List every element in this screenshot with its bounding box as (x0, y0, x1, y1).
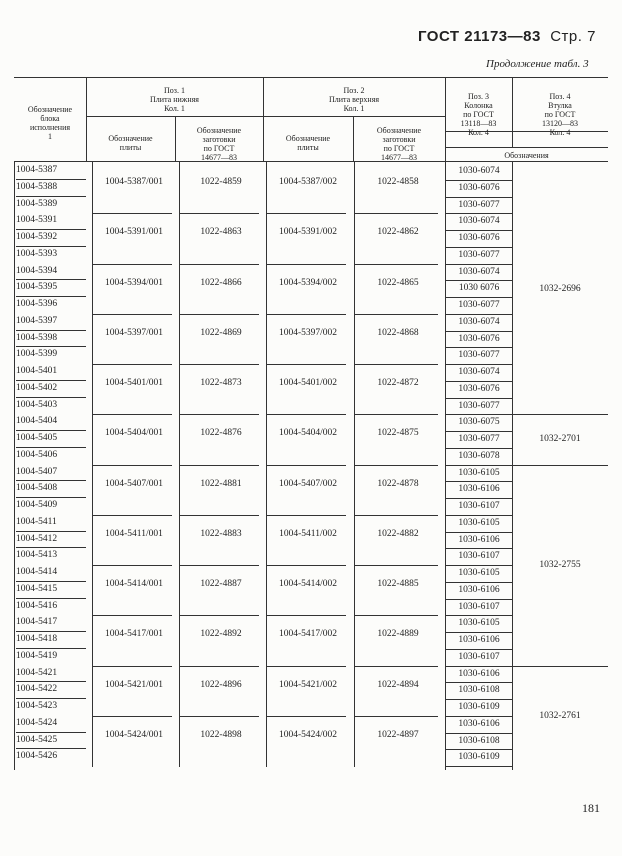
row-underline (16, 497, 86, 498)
block-row (16, 533, 86, 550)
upper-plate-designation: 1004-5391/002 (278, 227, 338, 238)
pos2-plate-header: Обозначение плиты (285, 134, 331, 152)
guide-post-designation: 1030-6105 (458, 517, 500, 528)
guide-post-rule (446, 280, 512, 281)
guide-post-designation: 1030-6109 (458, 752, 500, 763)
block-row (16, 332, 86, 349)
block-row (16, 248, 86, 265)
guide-post-rule (446, 314, 512, 315)
upper-plate-designation: 1004-5421/002 (278, 679, 338, 690)
guide-post-designation: 1030-6077 (458, 249, 500, 260)
guide-post-designation: 1030-6106 (458, 635, 500, 645)
upper-plate-blank: 1022-4862 (377, 227, 419, 238)
guide-post-designation: 1030-6074 (458, 166, 500, 176)
group-rule (354, 515, 438, 516)
guide-post-rule (446, 666, 512, 667)
row-underline (16, 480, 86, 481)
upper-plate-blank: 1022-4878 (377, 478, 419, 489)
group-rule (354, 666, 438, 667)
guide-post-designation: 1030-6074 (458, 316, 500, 327)
designations-header: Обозначения (504, 151, 549, 160)
block-designation: 1004-5398 (16, 332, 58, 343)
upper-plate-blank: 1022-4868 (377, 327, 419, 338)
upper-plate-designation: 1004-5404/002 (278, 428, 338, 439)
block-designation: 1004-5407 (16, 466, 58, 477)
upper-plate-blank: 1022-4894 (377, 679, 419, 690)
page-number: 181 (582, 801, 600, 815)
row-underline (16, 581, 86, 582)
group-rule (179, 565, 259, 566)
upper-plate-designation: 1004-5417/002 (278, 629, 338, 640)
block-designation: 1004-5417 (16, 617, 58, 628)
guide-post-designation: 1030-6076 (458, 182, 500, 193)
guide-post-rule (446, 213, 512, 214)
group-rule (354, 264, 438, 265)
block-row (16, 231, 86, 248)
guide-post-rule (446, 347, 512, 348)
pos2-header: Поз. 2 Плита верхняя Кол. 1 (328, 86, 380, 113)
bushing-designation: 1032-2755 (539, 560, 581, 570)
guide-post-rule (446, 431, 512, 432)
group-rule (266, 314, 346, 315)
row-underline (16, 698, 86, 699)
lower-plate-designation: 1004-5387/001 (104, 177, 164, 188)
block-designation: 1004-5415 (16, 583, 58, 594)
row-underline (16, 397, 86, 398)
guide-post-designation: 1030-6108 (458, 735, 500, 746)
pos2-blank-header: Обозначение заготовки по ГОСТ 14677—83 (376, 126, 422, 162)
guide-post-designation: 1030-6106 (458, 668, 500, 679)
group-rule (92, 666, 172, 667)
lower-plate-designation: 1004-5407/001 (104, 478, 164, 489)
block-row (16, 382, 86, 399)
block-designation: 1004-5388 (16, 181, 58, 192)
block-designation: 1004-5404 (16, 416, 58, 427)
block-row (16, 616, 86, 633)
group-rule (179, 264, 259, 265)
block-row (16, 549, 86, 566)
lower-plate-blank: 1022-4892 (200, 629, 242, 640)
lower-plate-blank: 1022-4883 (200, 528, 242, 539)
block-designation: 1004-5395 (16, 282, 58, 293)
lower-plate-blank: 1022-4896 (200, 679, 242, 690)
upper-plate-blank: 1022-4858 (377, 177, 419, 188)
row-underline (16, 732, 86, 733)
block-row (16, 164, 86, 181)
upper-plate-designation: 1004-5411/002 (279, 528, 337, 539)
group-rule (179, 414, 259, 415)
block-designation: 1004-5414 (16, 567, 58, 577)
group-rule (266, 364, 346, 365)
block-row (16, 449, 86, 466)
guide-post-rule (446, 465, 512, 466)
upper-plate-blank: 1022-4865 (377, 277, 419, 288)
block-row (16, 399, 86, 416)
group-rule (266, 213, 346, 214)
pos1-plate-header: Обозначение плиты (108, 134, 153, 152)
lower-plate-designation: 1004-5417/001 (104, 629, 164, 640)
col1-left-rule (14, 161, 15, 770)
guide-post-designation: 1030-6077 (458, 199, 500, 210)
lower-plate-designation: 1004-5411/001 (105, 528, 163, 539)
block-designation: 1004-5416 (16, 600, 58, 611)
block-row (16, 315, 86, 332)
block-designation: 1004-5405 (16, 433, 58, 443)
lower-plate-blank: 1022-4869 (200, 327, 242, 338)
block-designation: 1004-5403 (16, 399, 58, 410)
guide-post-designation: 1030-6107 (458, 601, 500, 612)
guide-post-rule (446, 632, 512, 633)
guide-post-rule (446, 448, 512, 449)
row-underline (16, 229, 86, 230)
guide-post-designation: 1030-6107 (458, 501, 500, 511)
block-row (16, 633, 86, 650)
block-designation: 1004-5389 (16, 198, 58, 209)
row-underline (16, 380, 86, 381)
guide-post-rule (446, 515, 512, 516)
guide-post-designation: 1030-6106 (458, 584, 500, 595)
row-underline (16, 430, 86, 431)
row-underline (16, 648, 86, 649)
upper-plate-designation: 1004-5394/002 (278, 277, 338, 288)
group-rule (354, 364, 438, 365)
block-designation: 1004-5406 (16, 449, 58, 460)
guide-post-designation: 1030-6105 (458, 568, 500, 578)
block-designation: 1004-5392 (16, 232, 58, 242)
block-row (16, 600, 86, 617)
guide-post-rule (446, 532, 512, 533)
block-row (16, 499, 86, 516)
header-bottom-rule (14, 161, 608, 162)
guide-post-rule (446, 599, 512, 600)
block-designation: 1004-5399 (16, 349, 58, 360)
block-row (16, 667, 86, 684)
guide-post-rule (446, 699, 512, 700)
group-rule (92, 414, 172, 415)
guide-post-rule (446, 548, 512, 549)
guide-post-designation: 1030-6077 (458, 300, 500, 310)
pos1-header: Поз. 1 Плита нижняя Кол. 1 (150, 86, 199, 113)
group-rule (266, 264, 346, 265)
group-rule (92, 716, 172, 717)
row-underline (16, 246, 86, 247)
block-row (16, 482, 86, 499)
group-rule (92, 364, 172, 365)
guide-post-designation: 1030-6076 (458, 233, 500, 243)
row-underline (16, 631, 86, 632)
block-designation-header: Обозначение блока исполнения 1 (27, 105, 73, 141)
group-rule (92, 314, 172, 315)
upper-plate-designation: 1004-5397/002 (278, 327, 338, 338)
group-rule (92, 465, 172, 466)
block-designation: 1004-5396 (16, 299, 58, 309)
upper-plate-designation: 1004-5401/002 (278, 378, 338, 389)
guide-post-rule (446, 381, 512, 382)
bushing-rule (512, 465, 608, 466)
guide-post-designation: 1030 6076 (458, 283, 500, 294)
block-designation: 1004-5419 (16, 650, 58, 661)
row-underline (16, 681, 86, 682)
guide-post-designation: 1030-6074 (458, 367, 500, 377)
guide-post-designation: 1030-6107 (458, 551, 500, 562)
guide-post-designation: 1030-6106 (458, 534, 500, 545)
guide-post-rule (446, 615, 512, 616)
group-rule (179, 364, 259, 365)
group-rule (179, 615, 259, 616)
guide-post-rule (446, 364, 512, 365)
block-designation: 1004-5402 (16, 382, 58, 393)
block-designation: 1004-5422 (16, 684, 58, 695)
block-designation: 1004-5409 (16, 500, 58, 510)
guide-post-designation: 1030-6108 (458, 685, 500, 696)
guide-post-designation: 1030-6106 (458, 484, 500, 495)
guide-post-rule (446, 749, 512, 750)
group-rule (179, 666, 259, 667)
group-rule (354, 213, 438, 214)
block-designation: 1004-5421 (16, 667, 58, 678)
guide-post-designation: 1030-6077 (458, 350, 500, 361)
upper-plate-designation: 1004-5407/002 (278, 478, 338, 489)
group-rule (179, 213, 259, 214)
group-rule (179, 716, 259, 717)
lower-plate-designation: 1004-5424/001 (104, 729, 164, 740)
block-row (16, 281, 86, 298)
lower-plate-blank: 1022-4866 (200, 277, 242, 288)
lower-plate-designation: 1004-5421/001 (104, 679, 164, 690)
block-designation: 1004-5411 (16, 516, 57, 527)
block-designation: 1004-5426 (16, 751, 58, 762)
bushing-designation: 1032-2761 (539, 710, 581, 721)
block-row (16, 432, 86, 449)
guide-post-designation: 1030-6076 (458, 333, 500, 344)
guide-post-rule (446, 297, 512, 298)
continuation-label: Продолжение табл. 3 (486, 58, 589, 70)
guide-post-rule (446, 582, 512, 583)
block-designation: 1004-5424 (16, 717, 58, 728)
guide-post-rule (446, 565, 512, 566)
block-designation: 1004-5423 (16, 701, 58, 711)
pos3-header: Поз. 3 Колонка по ГОСТ 13118—83 Кол. 4 (460, 92, 497, 137)
guide-post-designation: 1030-6076 (458, 383, 500, 394)
block-designation: 1004-5413 (16, 550, 58, 561)
block-row (16, 415, 86, 432)
row-underline (16, 447, 86, 448)
guide-post-rule (446, 230, 512, 231)
row-underline (16, 346, 86, 347)
upper-plate-blank: 1022-4872 (377, 378, 419, 389)
group-rule (266, 465, 346, 466)
upper-plate-blank: 1022-4885 (377, 579, 419, 590)
block-row (16, 365, 86, 382)
guide-post-designation: 1030-6077 (458, 400, 500, 411)
group-rule (92, 515, 172, 516)
guide-post-designation: 1030-6107 (458, 651, 500, 662)
guide-post-rule (446, 398, 512, 399)
group-rule (266, 615, 346, 616)
block-row (16, 214, 86, 231)
block-row (16, 566, 86, 583)
guide-post-rule (446, 733, 512, 734)
group-rule (179, 515, 259, 516)
block-designation: 1004-5418 (16, 634, 58, 644)
block-designation: 1004-5425 (16, 734, 58, 745)
block-designation: 1004-5391 (16, 215, 58, 226)
guide-post-rule (446, 649, 512, 650)
lower-plate-designation: 1004-5397/001 (104, 327, 164, 338)
block-designation: 1004-5412 (16, 533, 58, 544)
guide-post-designation: 1030-6074 (458, 266, 500, 277)
guide-post-rule (446, 331, 512, 332)
guide-post-rule (446, 498, 512, 499)
upper-plate-designation: 1004-5424/002 (278, 729, 338, 740)
group-rule (354, 716, 438, 717)
bushing-designation: 1032-2701 (539, 434, 581, 445)
guide-post-rule (446, 716, 512, 717)
guide-post-rule (446, 180, 512, 181)
lower-plate-blank: 1022-4881 (200, 478, 242, 489)
group-rule (92, 264, 172, 265)
guide-post-designation: 1030-6106 (458, 718, 500, 729)
block-designation: 1004-5394 (16, 265, 58, 276)
row-underline (16, 531, 86, 532)
guide-post-rule (446, 247, 512, 248)
upper-plate-blank: 1022-4875 (377, 428, 419, 439)
group-rule (92, 213, 172, 214)
block-row (16, 717, 86, 734)
row-underline (16, 330, 86, 331)
oboz-rule (445, 147, 608, 148)
block-row (16, 516, 86, 533)
upper-plate-designation: 1004-5387/002 (278, 177, 338, 188)
block-designation: 1004-5401 (16, 366, 58, 376)
lower-plate-blank: 1022-4876 (200, 428, 242, 439)
block-row (16, 650, 86, 667)
block-designation: 1004-5397 (16, 315, 58, 326)
pos1-blank-header: Обозначение заготовки по ГОСТ 14677—83 (196, 126, 242, 162)
lower-plate-designation: 1004-5391/001 (104, 227, 164, 238)
block-row (16, 466, 86, 483)
lower-plate-blank: 1022-4898 (200, 729, 242, 740)
group-rule (354, 314, 438, 315)
upper-plate-blank: 1022-4897 (377, 729, 419, 740)
guide-post-designation: 1030-6105 (458, 618, 500, 629)
lower-plate-designation: 1004-5404/001 (104, 428, 164, 439)
group-rule (179, 314, 259, 315)
guide-post-rule (446, 414, 512, 415)
row-underline (16, 296, 86, 297)
block-row (16, 583, 86, 600)
lower-plate-designation: 1004-5394/001 (104, 277, 164, 288)
upper-plate-blank: 1022-4889 (377, 629, 419, 640)
col5-right-rule (512, 161, 513, 770)
pos4-header: Поз. 4 Втулка по ГОСТ 13120—83 Кол. 4 (542, 92, 578, 137)
block-row (16, 734, 86, 751)
block-row (16, 181, 86, 198)
row-underline (16, 598, 86, 599)
guide-post-designation: 1030-6075 (458, 417, 500, 428)
header-sub-rule (86, 116, 445, 117)
guide-post-designation: 1030-6109 (458, 702, 500, 712)
group-rule (354, 565, 438, 566)
group-rule (354, 615, 438, 616)
group-rule (266, 515, 346, 516)
group-rule (92, 565, 172, 566)
table-top-rule (14, 77, 608, 78)
group-rule (92, 615, 172, 616)
guide-post-designation: 1030-6078 (458, 450, 500, 461)
group-rule (354, 465, 438, 466)
lower-plate-designation: 1004-5414/001 (104, 579, 164, 590)
row-underline (16, 196, 86, 197)
block-row (16, 700, 86, 717)
block-designation: 1004-5408 (16, 483, 58, 494)
block-row (16, 265, 86, 282)
block-designation: 1004-5387 (16, 165, 58, 175)
row-underline (16, 748, 86, 749)
lower-plate-blank: 1022-4887 (200, 579, 242, 590)
lower-plate-blank: 1022-4873 (200, 378, 242, 389)
group-rule (266, 565, 346, 566)
upper-plate-blank: 1022-4882 (377, 528, 419, 539)
group-rule (266, 414, 346, 415)
block-row (16, 750, 86, 767)
row-underline (16, 279, 86, 280)
bushing-rule (512, 666, 608, 667)
upper-plate-designation: 1004-5414/002 (278, 579, 338, 590)
lower-plate-blank: 1022-4859 (200, 177, 242, 188)
block-row (16, 348, 86, 365)
group-rule (179, 465, 259, 466)
group-rule (266, 716, 346, 717)
guide-post-rule (446, 766, 512, 767)
lower-plate-blank: 1022-4863 (200, 227, 242, 238)
block-row (16, 198, 86, 215)
block-row (16, 683, 86, 700)
group-rule (266, 666, 346, 667)
block-designation: 1004-5393 (16, 248, 58, 259)
guide-post-designation: 1030-6077 (458, 434, 500, 444)
guide-post-designation: 1030-6074 (458, 216, 500, 227)
guide-post-rule (446, 264, 512, 265)
lower-plate-designation: 1004-5401/001 (104, 378, 164, 389)
guide-post-designation: 1030-6105 (458, 467, 500, 478)
guide-post-rule (446, 481, 512, 482)
block-row (16, 298, 86, 315)
guide-post-rule (446, 682, 512, 683)
document-title: ГОСТ 21173—83 Стр. 7 (418, 28, 596, 45)
bushing-designation: 1032-2696 (539, 283, 581, 294)
row-underline (16, 547, 86, 548)
guide-post-rule (446, 197, 512, 198)
group-rule (354, 414, 438, 415)
row-underline (16, 179, 86, 180)
bushing-rule (512, 414, 608, 415)
